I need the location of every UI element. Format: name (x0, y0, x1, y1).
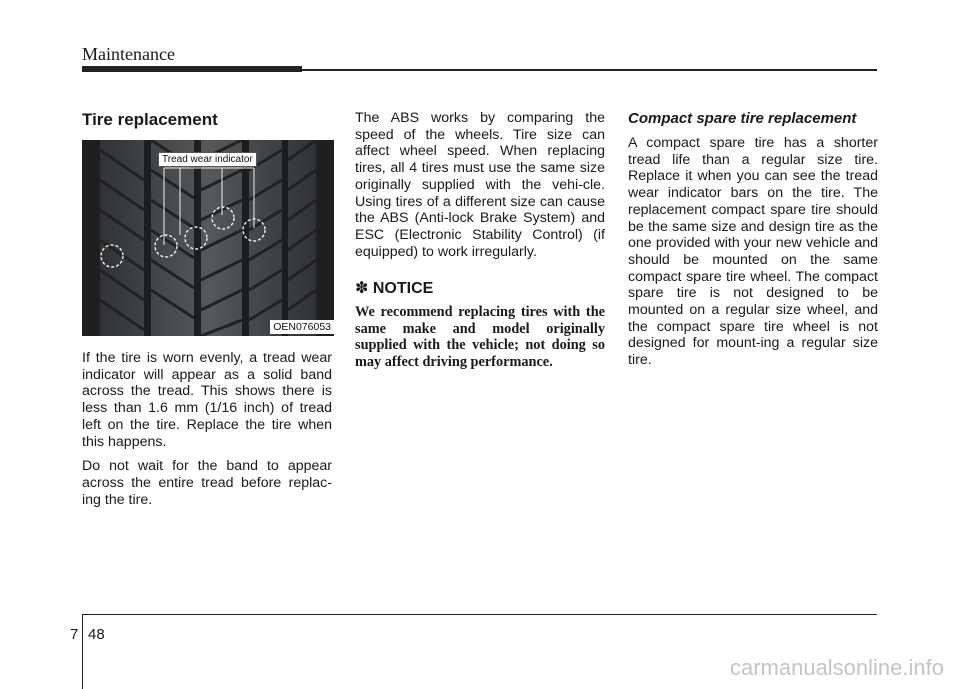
header-title: Maintenance (82, 44, 175, 64)
header-rule-thin (302, 69, 877, 71)
column-3 (628, 110, 878, 377)
figure-code: OEN076053 (270, 320, 334, 334)
notice-title: NOTICE (372, 280, 434, 298)
footer-rule (82, 614, 877, 615)
footer-rule-vertical (82, 614, 83, 689)
notice-body: We recommend replacing tires with the same make and model originally supplied with the vehicle; not doing so may affect driving performance. (355, 304, 605, 370)
notice-heading (355, 278, 605, 298)
column-2 (355, 110, 605, 370)
column-1 (82, 110, 332, 516)
tire-tread-image (82, 140, 334, 336)
page-number: 48 (88, 626, 105, 643)
watermark: carmanualsonline.info (729, 655, 944, 680)
chapter-number: 7 (70, 626, 79, 643)
paragraph: Do not wait for the band to appear across the entire tread before replac-ing the tire. (82, 458, 332, 508)
figure-label: Tread wear indicator (158, 152, 257, 167)
header-rule-thick (82, 66, 302, 72)
paragraph: If the tire is worn evenly, a tread wear indicator will appear as a solid band across the tread. This shows there is less than 1.6 mm (1/16 inch) of tread left on the tire. Replace the tire when this happens. (82, 350, 332, 450)
section-heading: Tire replacement (82, 110, 218, 129)
notice-star-icon: ✽ (355, 278, 369, 298)
paragraph: The ABS works by comparing the speed of the wheels. Tire size can affect wheel speed. When replacing tires, all 4 tires must use the same size originally supplied with the vehi-cle. Using tires of a different size can cause the ABS (Anti-lock Brake System) and ESC (Electronic Stability Control) (if equipped) to work irregularly. (355, 110, 605, 260)
subsection-heading: Compact spare tire replacement (628, 110, 857, 127)
tire-tread-figure (82, 140, 334, 336)
paragraph: A compact spare tire has a shorter tread life than a regular size tire. Replace it when you can see the tread wear indicator bars on the tire. The replacement compact spare tire should be the same size and design tire as the one provided with your new vehicle and should be mounted on the same compact spare tire wheel. The compact spare tire is not designed to be mounted on a regular size wheel, and the compact spare tire wheel is not designed for mount-ing a regular size tire. (628, 135, 878, 369)
